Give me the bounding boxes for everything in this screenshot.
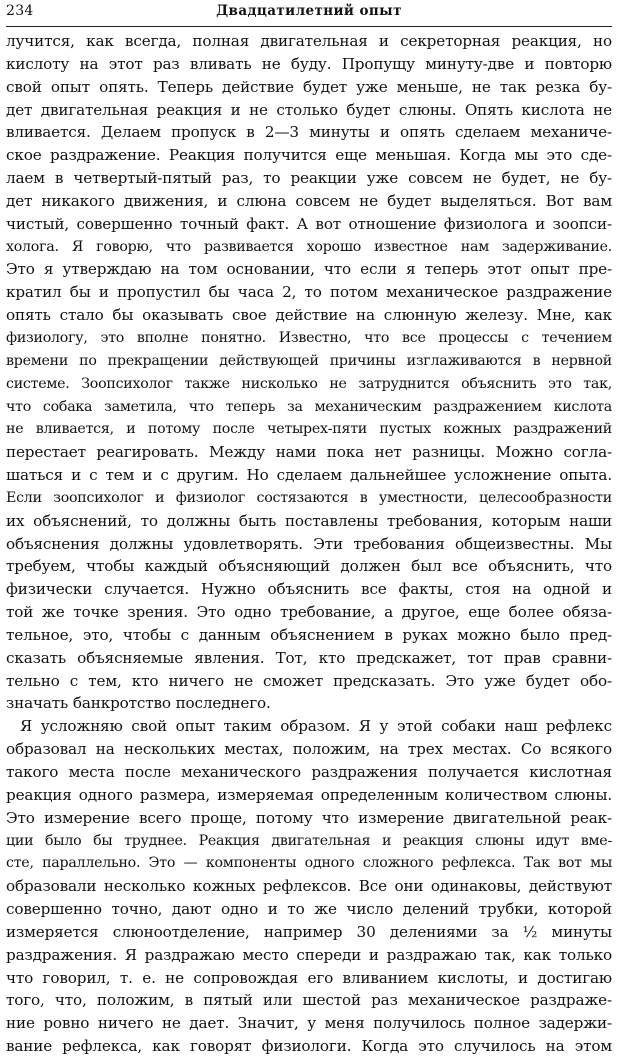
- text-line: требуем, чтобы каждый объясняющий должен был все объяснить, что: [6, 557, 612, 576]
- paragraph-2: [6, 715, 612, 1058]
- text-line: перестает реагировать. Между нами пока нет разницы. Можно согла-: [6, 443, 612, 462]
- text-line: опять стало бы оказывать свое действие на слюнную железу. Мне, как: [6, 306, 612, 325]
- text-line: шаться и с тем и с другим. Но сделаем дальнейшее усложнение опыта.: [6, 466, 612, 485]
- text-line: дет двигательная реакция и не столько будет слюны. Опять кислота не: [6, 100, 612, 119]
- text-line: холога. Я говорю, что развивается хорошо известное нам задерживание.: [6, 238, 612, 255]
- text-line: физиологу, это вполне понятно. Известно, что все процессы с течением: [6, 329, 612, 346]
- paragraph-1: [6, 30, 612, 715]
- text-line: вание рефлекса, как говорят физиологи. Когда это случилось на этом: [6, 1037, 612, 1056]
- text-line: что собака заметила, что теперь за механическим раздражением кислота: [6, 398, 612, 415]
- text-line: кислоту на этот раз вливать не буду. Пропущу минуту-две и повторю: [6, 54, 612, 73]
- text-line: Это я утверждаю на том основании, что если я теперь этот опыт пре-: [6, 260, 612, 279]
- text-line: ние ровно ничего не дает. Значит, у меня получилось полное задержи-: [6, 1014, 612, 1033]
- text-line: что говорил, т. е. не сопровождая его вливанием кислоты, и достигаю: [6, 968, 612, 987]
- text-line: вливается. Делаем пропуск в 2—3 минуты и опять сделаем механиче-: [6, 123, 612, 142]
- text-line: тельно с тем, кто ничего не сможет предсказать. Это уже будет обо-: [6, 671, 612, 690]
- text-line: лаем в четвертый-пятый раз, то реакции уже совсем не будет, не бу-: [6, 169, 612, 188]
- text-line: реакция одного размера, измеряемая определенным количеством слюны.: [6, 785, 612, 804]
- text-line: сказать объясняемые явления. Тот, кто предскажет, тот прав сравни-: [6, 648, 612, 667]
- text-line: Я усложняю свой опыт таким образом. Я у этой собаки наш рефлекс: [20, 717, 612, 736]
- text-line: измеряется слюноотделение, например 30 делениями за ½ минуты: [6, 922, 612, 941]
- text-line: сте, параллельно. Это — компоненты одного сложного рефлекса. Так вот мы: [6, 855, 612, 872]
- text-line: ции было бы труднее. Реакция двигательная и реакция слюны идут вме-: [6, 832, 612, 849]
- text-line: системе. Зоопсихолог также нисколько не затруднится объяснить это так,: [6, 375, 612, 392]
- text-line: их объяснений, то должны быть поставлены требования, которым наши: [6, 511, 612, 530]
- text-line: Это измерение всего проще, потому что измерение двигательной реак-: [6, 808, 612, 827]
- text-line: совершенно точно, дают одно и то же число делений трубки, которой: [6, 900, 612, 919]
- text-line: образовали несколько кожных рефлексов. Все они одинаковы, действуют: [6, 877, 612, 896]
- text-line: кратил бы и пропустил бы часа 2, то потом механическое раздражение: [6, 283, 612, 302]
- text-line: такого места после механического раздражения получается кислотная: [6, 763, 612, 781]
- text-line: ское раздражение. Реакция получится еще меньшая. Когда мы это сде-: [6, 146, 612, 165]
- text-line: физически случается. Нужно объяснить все факты, стоя на одной и: [6, 580, 612, 599]
- text-line: того, что, положим, в пятый или шестой раз механическое раздраже-: [6, 991, 612, 1010]
- header-rule: [6, 26, 612, 27]
- text-line: времени по прекращении действующей причины изглаживаются в нервной: [6, 352, 612, 369]
- text-line: тельное, это, чтобы с данным объяснением в руках можно было пред-: [6, 625, 612, 644]
- text-line: чистый, совершенно точный факт. А вот отношение физиолога и зоопси-: [6, 214, 612, 233]
- text-line: лучится, как всегда, полная двигательная и секреторная реакция, но: [6, 32, 612, 50]
- text-line: свой опыт опять. Теперь действие будет уже меньше, не так резка бу-: [6, 77, 612, 96]
- text-line: Если зоопсихолог и физиолог состязаются в уместности, целесообразности: [6, 489, 612, 506]
- text-line: не вливается, и потому после четырех-пяти пустых кожных раздражений: [6, 421, 612, 438]
- running-title: Двадцатилетний опыт: [216, 3, 402, 19]
- page-header: [6, 2, 612, 24]
- text-line: той же точке зрения. Это одно требование, а другое, еще более обяза-: [6, 603, 612, 622]
- text-line: объяснения должны удовлетворять. Эти требования общеизвестны. Мы: [6, 534, 612, 553]
- text-line: значать банкротство последнего.: [6, 694, 271, 713]
- body-text: [6, 30, 612, 1058]
- text-line: дет никакого движения, и слюна совсем не будет выделяться. Вот вам: [6, 191, 612, 210]
- text-line: раздражения. Я раздражаю место спереди и раздражаю так, как только: [6, 945, 612, 964]
- text-line: образовал на нескольких местах, положим, на трех местах. Со всякого: [6, 740, 612, 759]
- page-number: 234: [6, 3, 34, 19]
